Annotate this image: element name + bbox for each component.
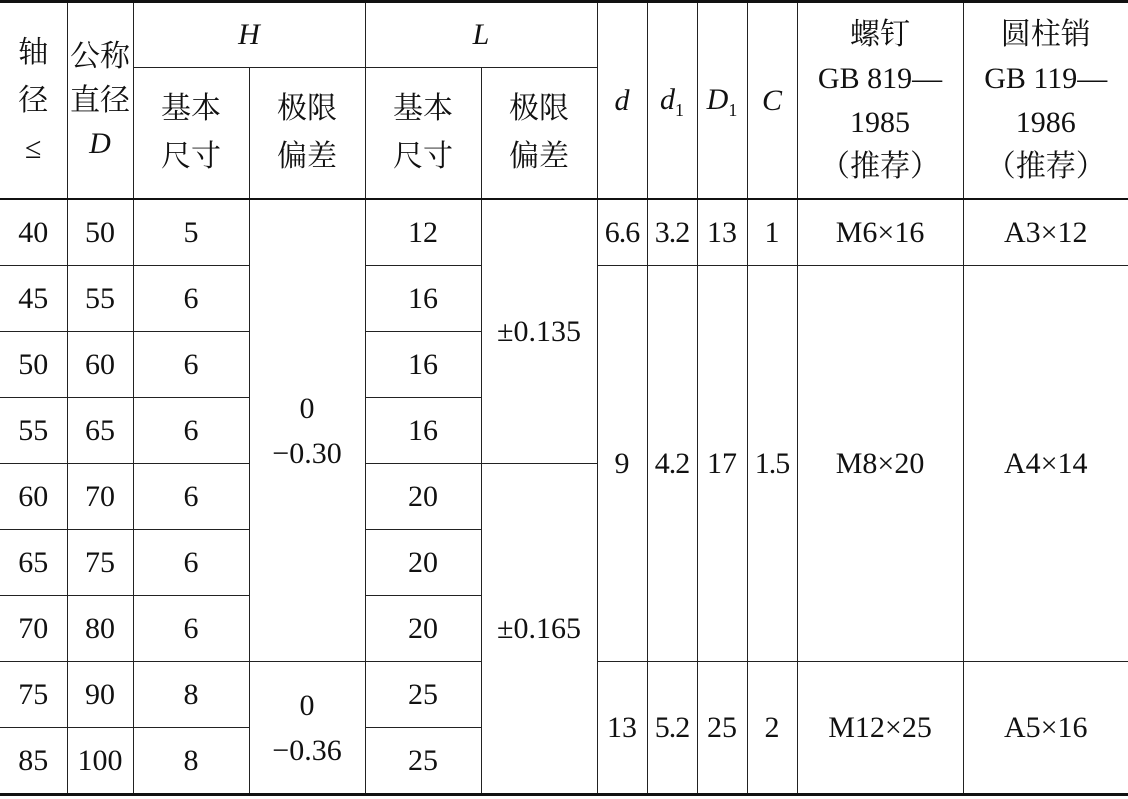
header-H: H bbox=[133, 2, 365, 68]
cell-shaft: 40 bbox=[0, 199, 67, 266]
cell-D1: 25 bbox=[697, 662, 747, 795]
header-L: L bbox=[365, 2, 597, 68]
cell-D: 80 bbox=[67, 596, 133, 662]
cell-D: 100 bbox=[67, 728, 133, 795]
cell-D1: 17 bbox=[697, 266, 747, 662]
cell-L: 16 bbox=[365, 332, 481, 398]
header-d: d bbox=[597, 2, 647, 200]
cell-shaft: 70 bbox=[0, 596, 67, 662]
header-D1: $D_1$ bbox=[697, 2, 747, 200]
cell-shaft: 55 bbox=[0, 398, 67, 464]
cell-shaft: 85 bbox=[0, 728, 67, 795]
cell-screw: M12×25 bbox=[797, 662, 963, 795]
header-row-1 bbox=[0, 2, 1128, 68]
cell-pin: A3×12 bbox=[963, 199, 1128, 266]
cell-pin: A4×14 bbox=[963, 266, 1128, 662]
cell-D: 60 bbox=[67, 332, 133, 398]
cell-L-dev: ±0.165 bbox=[481, 464, 597, 795]
cell-d: 9 bbox=[597, 266, 647, 662]
cell-shaft: 65 bbox=[0, 530, 67, 596]
cell-pin: A5×16 bbox=[963, 662, 1128, 795]
cell-D: 50 bbox=[67, 199, 133, 266]
cell-D: 55 bbox=[67, 266, 133, 332]
header-shaft-dia: 轴径≤ bbox=[0, 2, 67, 200]
cell-C: 1.5 bbox=[747, 266, 797, 662]
cell-D1: 13 bbox=[697, 199, 747, 266]
cell-L: 12 bbox=[365, 199, 481, 266]
cell-screw: M8×20 bbox=[797, 266, 963, 662]
cell-H: 6 bbox=[133, 530, 249, 596]
header-L-dev: 极限偏差 bbox=[481, 68, 597, 200]
header-H-basic: 基本尺寸 bbox=[133, 68, 249, 200]
cell-D: 90 bbox=[67, 662, 133, 728]
cell-H: 6 bbox=[133, 266, 249, 332]
cell-L-dev: ±0.135 bbox=[481, 199, 597, 464]
cell-H: 8 bbox=[133, 728, 249, 795]
cell-L: 16 bbox=[365, 398, 481, 464]
header-nominal-dia: 公称直径 D bbox=[67, 2, 133, 200]
cell-L: 25 bbox=[365, 728, 481, 795]
header-pin: 圆柱销 GB 119—1986 （推荐） bbox=[963, 2, 1128, 200]
cell-d1: 4.2 bbox=[647, 266, 697, 662]
cell-L: 25 bbox=[365, 662, 481, 728]
cell-D: 70 bbox=[67, 464, 133, 530]
cell-d1: 5.2 bbox=[647, 662, 697, 795]
cell-L: 20 bbox=[365, 596, 481, 662]
header-d1: $d_1$ bbox=[647, 2, 697, 200]
cell-L: 16 bbox=[365, 266, 481, 332]
cell-L: 20 bbox=[365, 464, 481, 530]
cell-d: 6.6 bbox=[597, 199, 647, 266]
header-L-basic: 基本尺寸 bbox=[365, 68, 481, 200]
cell-H: 5 bbox=[133, 199, 249, 266]
cell-D: 75 bbox=[67, 530, 133, 596]
table-row bbox=[0, 199, 1128, 266]
cell-shaft: 75 bbox=[0, 662, 67, 728]
header-screw: 螺钉 GB 819—1985 （推荐） bbox=[797, 2, 963, 200]
header-C: C bbox=[747, 2, 797, 200]
cell-shaft: 45 bbox=[0, 266, 67, 332]
cell-d1: 3.2 bbox=[647, 199, 697, 266]
cell-d: 13 bbox=[597, 662, 647, 795]
cell-C: 2 bbox=[747, 662, 797, 795]
cell-shaft: 60 bbox=[0, 464, 67, 530]
cell-H: 8 bbox=[133, 662, 249, 728]
cell-H: 6 bbox=[133, 332, 249, 398]
cell-H-dev: 0 −0.36 bbox=[249, 662, 365, 795]
cell-H: 6 bbox=[133, 398, 249, 464]
cell-H: 6 bbox=[133, 464, 249, 530]
cell-D: 65 bbox=[67, 398, 133, 464]
cell-H-dev: 0 −0.30 bbox=[249, 199, 365, 662]
cell-H: 6 bbox=[133, 596, 249, 662]
cell-screw: M6×16 bbox=[797, 199, 963, 266]
header-H-dev: 极限偏差 bbox=[249, 68, 365, 200]
cell-L: 20 bbox=[365, 530, 481, 596]
cell-shaft: 50 bbox=[0, 332, 67, 398]
cell-C: 1 bbox=[747, 199, 797, 266]
